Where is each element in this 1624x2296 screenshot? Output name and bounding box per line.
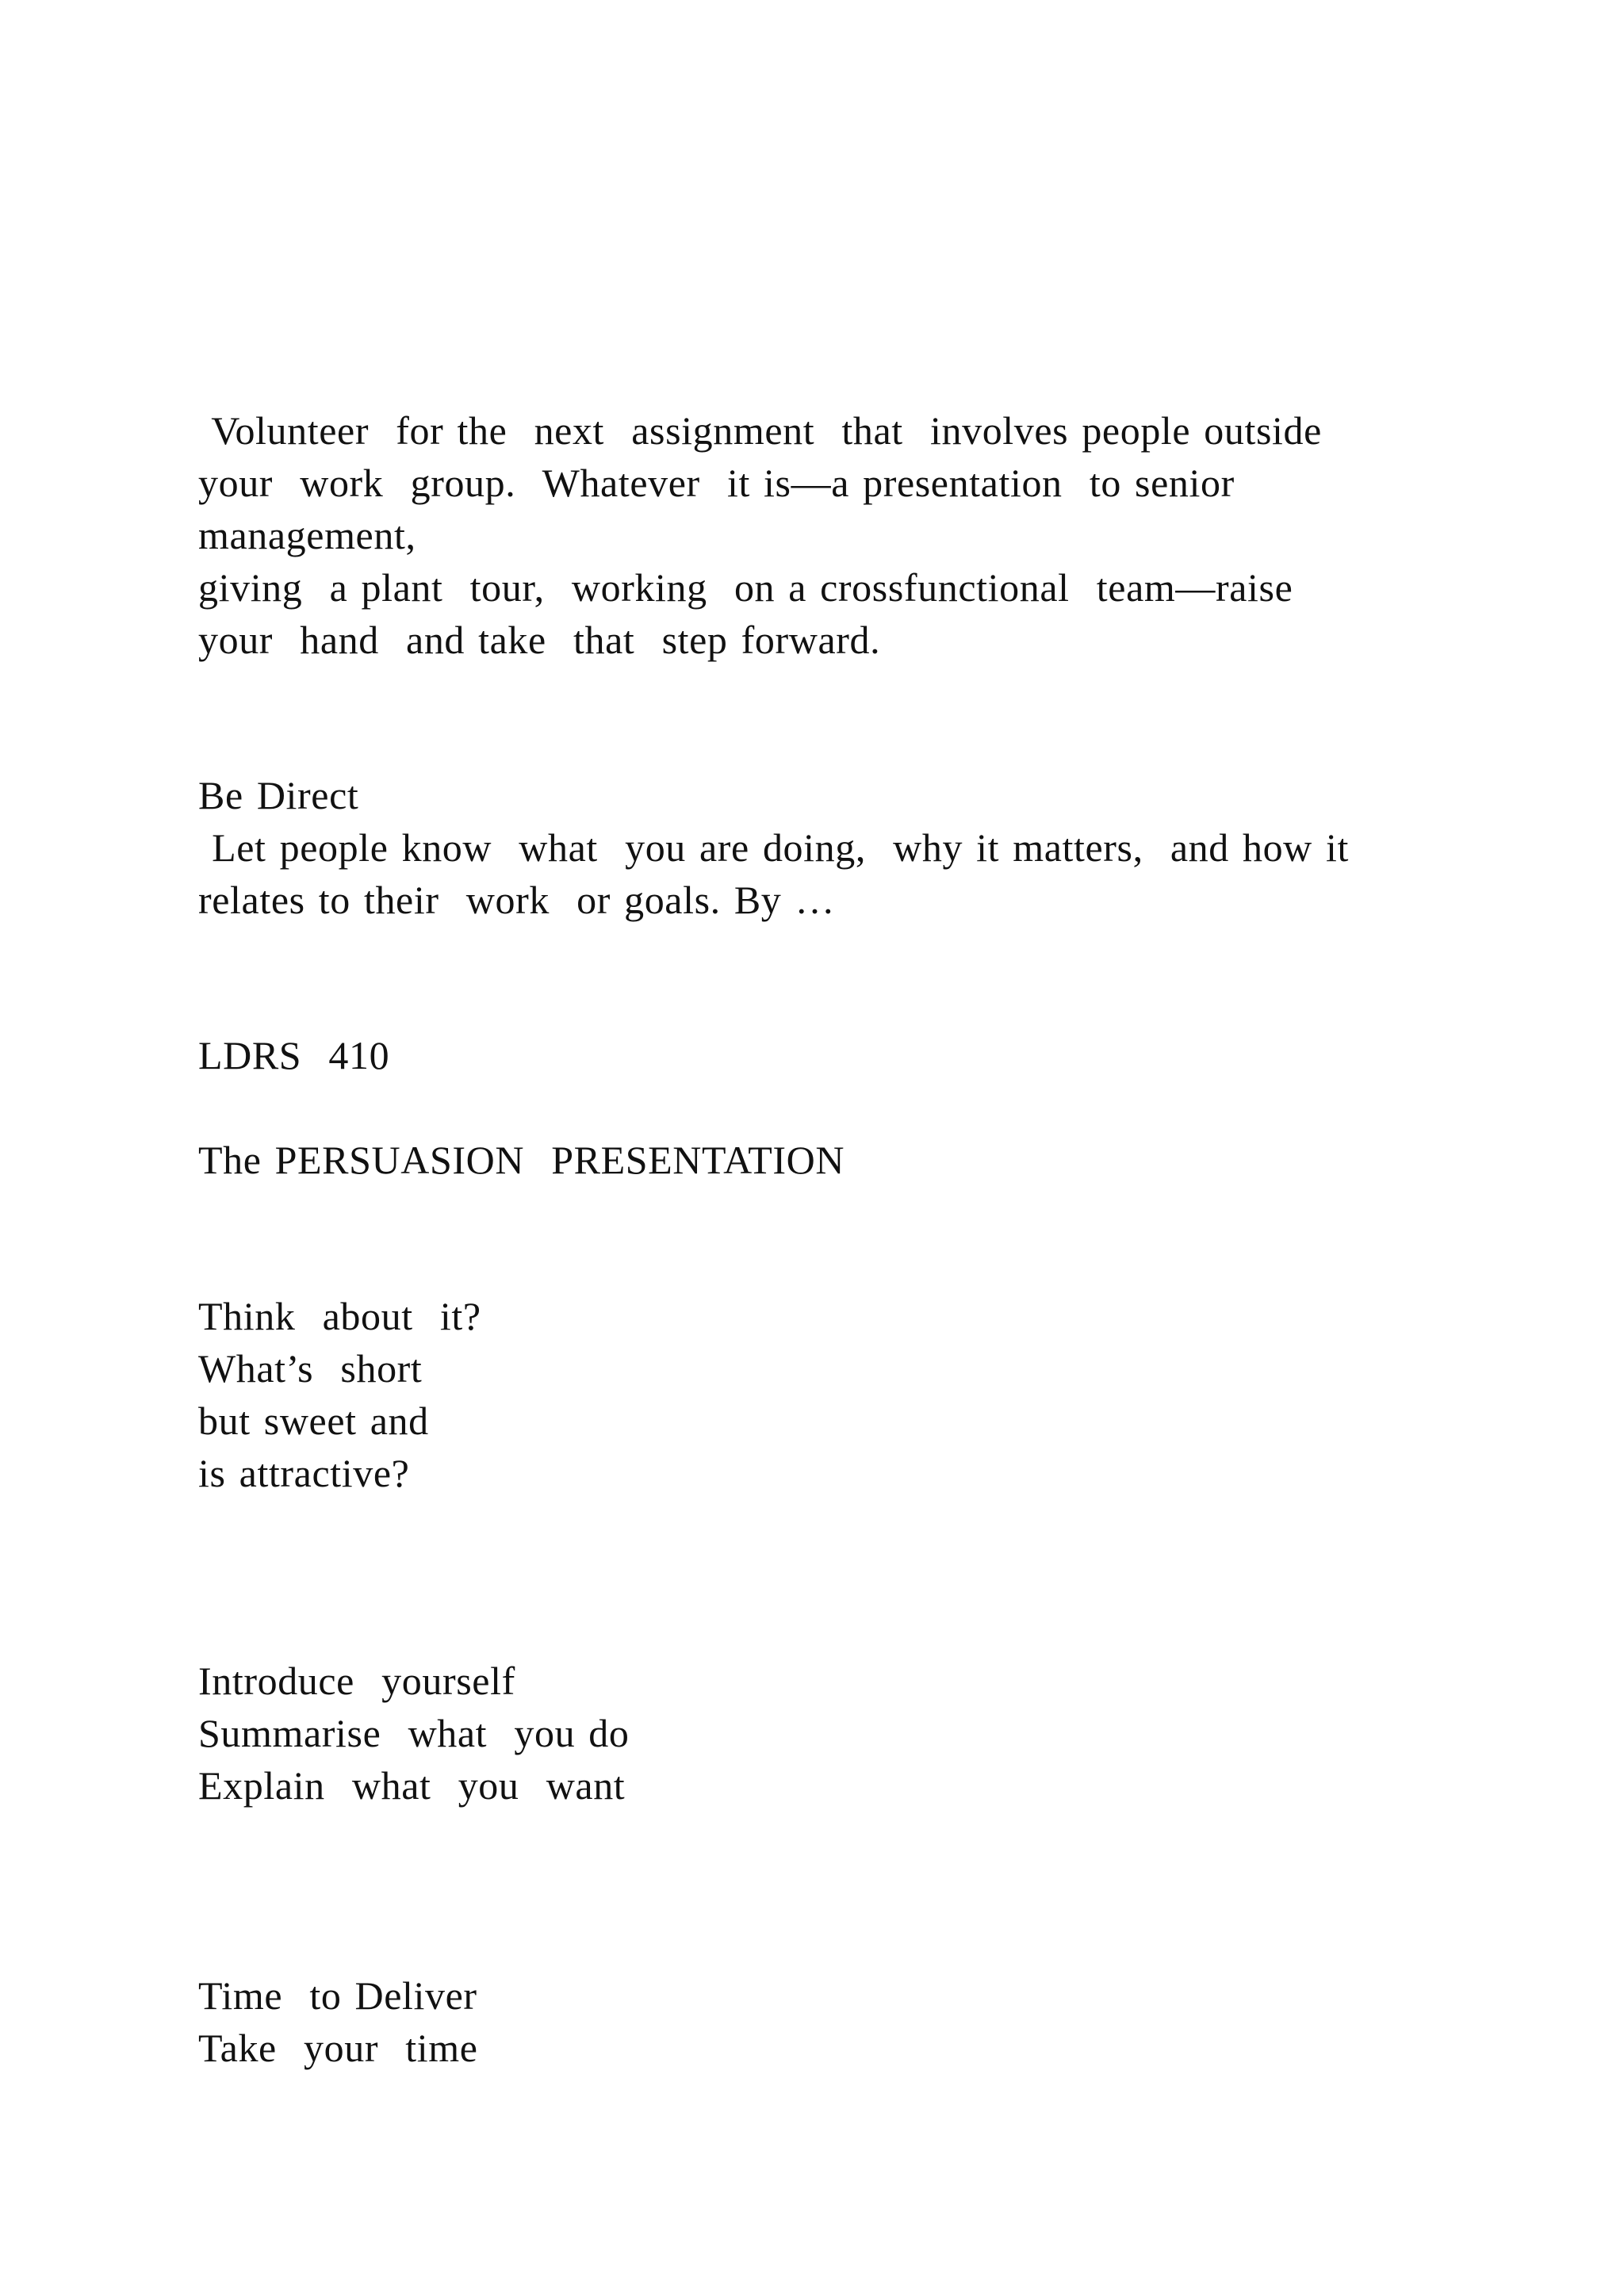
presentation-title: The PERSUASION PRESENTATION <box>198 1138 845 1182</box>
paragraph-line: management, <box>198 513 416 557</box>
delivery-line: Take your time <box>198 2026 478 2070</box>
paragraph-line: your work group. Whatever it is—a presentation to senior <box>198 461 1235 505</box>
paragraph-line: Volunteer for the next assignment that involves people outside <box>198 408 1322 453</box>
paragraph-line: Let people know what you are doing, why it matters, and how it <box>198 825 1349 870</box>
paragraph-line: giving a plant tour, working on a crossfunctional team—raise <box>198 565 1293 610</box>
question-line: What’s short <box>198 1346 423 1391</box>
step-line: Summarise what you do <box>198 1711 630 1755</box>
step-line: Explain what you want <box>198 1763 626 1808</box>
section-heading: Be Direct <box>198 773 359 817</box>
paragraph-line: relates to their work or goals. By … <box>198 878 836 922</box>
question-line: Think about it? <box>198 1294 481 1338</box>
question-line: is attractive? <box>198 1451 410 1495</box>
paragraph-line: your hand and take that step forward. <box>198 618 881 662</box>
course-code: LDRS 410 <box>198 1033 390 1077</box>
delivery-line: Time to Deliver <box>198 1973 477 2018</box>
step-line: Introduce yourself <box>198 1659 515 1703</box>
question-line: but sweet and <box>198 1399 429 1443</box>
